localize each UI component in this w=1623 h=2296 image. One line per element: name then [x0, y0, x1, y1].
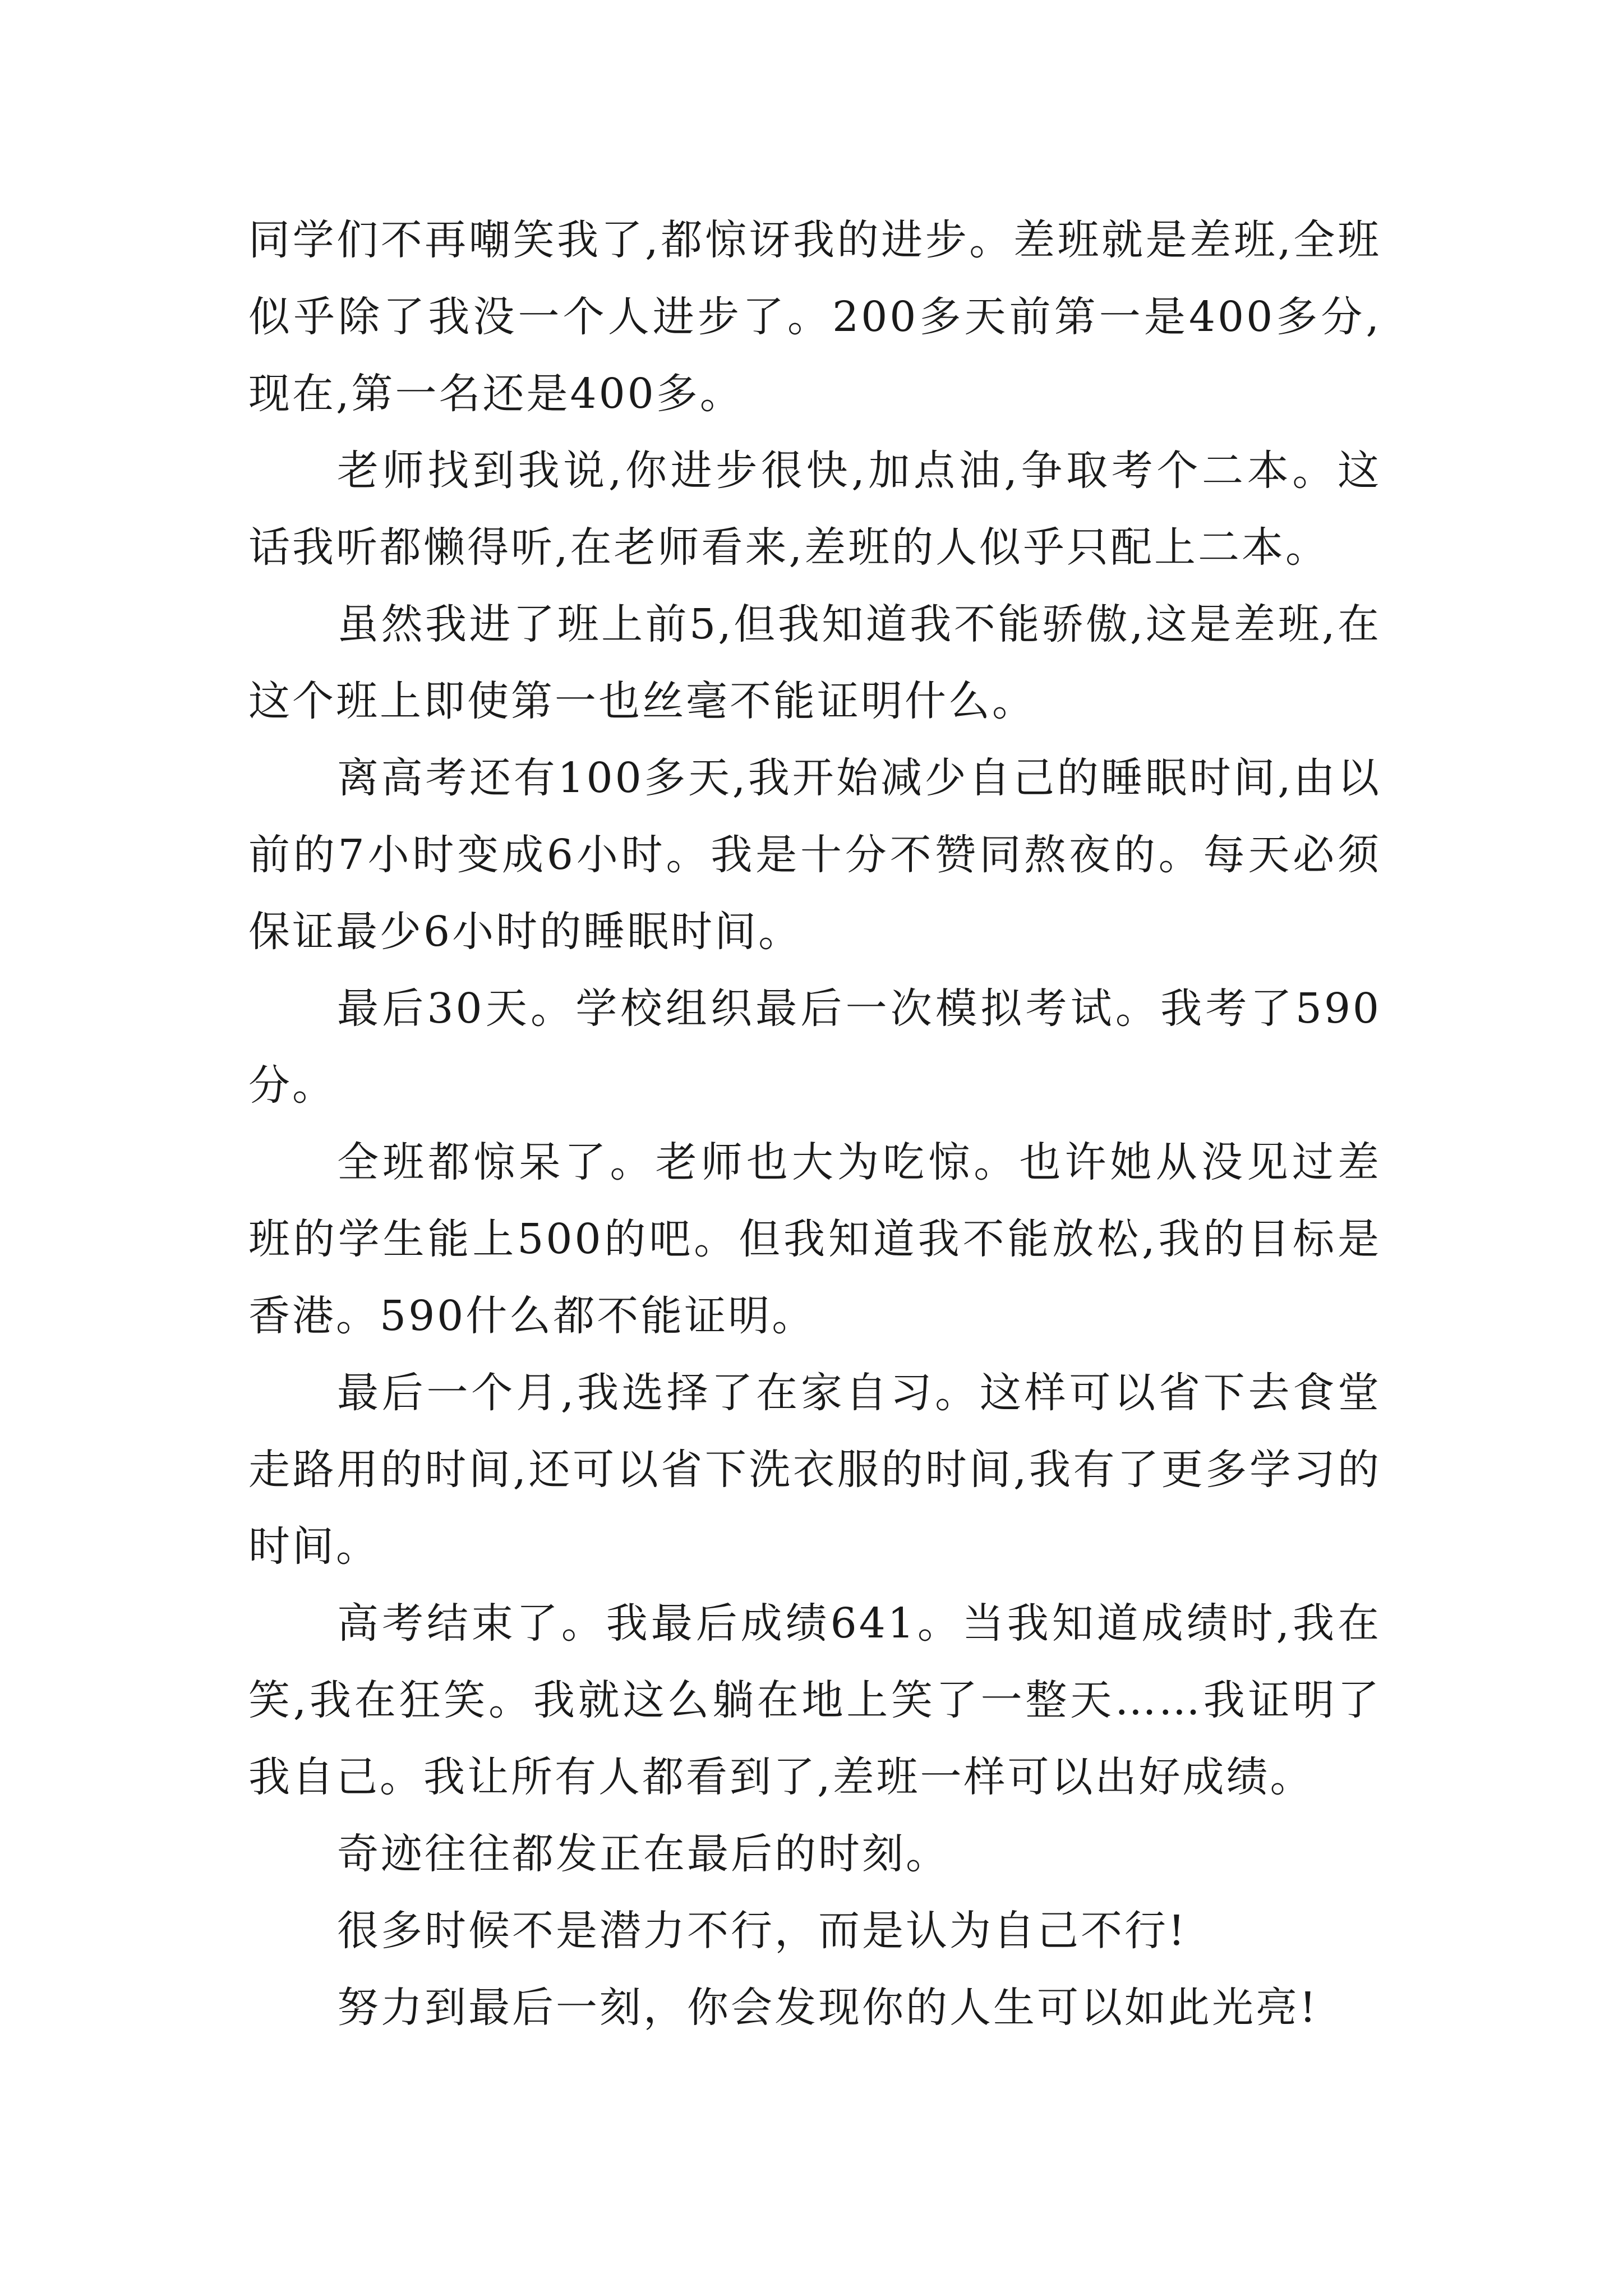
paragraph-5: 最后30天。学校组织最后一次模拟考试。我考了590分。 — [248, 984, 1381, 1110]
paragraph-2: 老师找到我说,你进步很快,加点油,争取考个二本。这话我听都懒得听,在老师看来,差班的人似乎只配上二本。 — [248, 447, 1381, 572]
paragraph-10: 很多时候不是潜力不行，而是认为自己不行! — [337, 1907, 1187, 1955]
paragraph-4: 离高考还有100多天,我开始减少自己的睡眠时间,由以前的7小时变成6小时。我是十分不赞同熬夜的。每天必须保证最少6小时的睡眠时间。 — [248, 754, 1381, 956]
paragraph-8: 高考结束了。我最后成绩641。当我知道成绩时,我在笑,我在狂笑。我就这么躺在地上笑了一整天……我证明了我自己。我让所有人都看到了,差班一样可以出好成绩。 — [248, 1599, 1381, 1801]
paragraph-6: 全班都惊呆了。老师也大为吃惊。也许她从没见过差班的学生能上500的吧。但我知道我不能放松,我的目标是香港。590什么都不能证明。 — [248, 1138, 1381, 1340]
paragraph-9: 奇迹往往都发正在最后的时刻。 — [337, 1830, 949, 1878]
paragraph-11: 努力到最后一刻，你会发现你的人生可以如此光亮! — [337, 1984, 1318, 2032]
paragraph-1: 同学们不再嘲笑我了,都惊讶我的进步。差班就是差班,全班似乎除了我没一个人进步了。200多天前第一是400多分,现在,第一名还是400多。 — [248, 216, 1381, 418]
paragraph-3: 虽然我进了班上前5,但我知道我不能骄傲,这是差班,在这个班上即使第一也丝毫不能证明什么。 — [248, 600, 1381, 725]
paragraph-7: 最后一个月,我选择了在家自习。这样可以省下去食堂走路用的时间,还可以省下洗衣服的时间,我有了更多学习的时间。 — [248, 1369, 1381, 1571]
document-body — [248, 202, 1381, 2046]
